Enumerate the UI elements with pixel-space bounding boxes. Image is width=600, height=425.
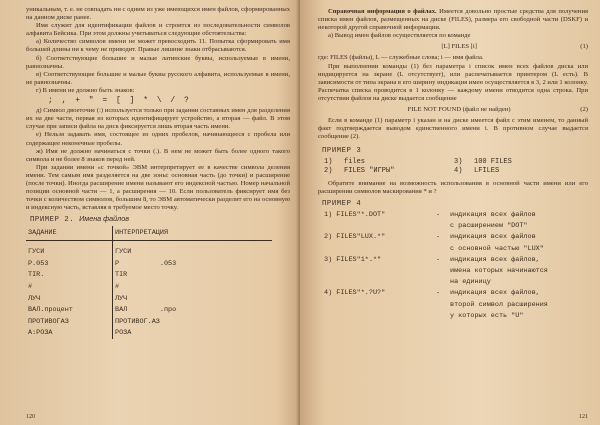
paragraph: уникальным, т. е. не совпадать ни с одним из уже имеющихся имен файлов, сформированных на данном диске ранее. [26, 6, 290, 22]
section-heading: Справочная информация о файлах. [328, 8, 437, 15]
rule-v: в) Соответствующие большие и малые буквы русского алфавита, используемые в имени, не равнозначны. [26, 70, 290, 86]
example-2-title [30, 215, 290, 224]
paragraph: Имя служит для идентификации файлов и строится из последовательности символов алфавита Бейсика. При этом должны учитываться следующие обстоятельства: [26, 22, 290, 38]
description [450, 232, 544, 254]
table-row [26, 246, 272, 258]
paragraph: где: FILES (файлы), L — служебные слова; i — имя файла. [318, 54, 484, 62]
item-number: 4) [454, 166, 463, 175]
column-header: ЗАДАНИЕ [26, 226, 113, 241]
paragraph: Если в команде (1) параметр i указан и на диске имеется файл с этим именем, то данный факт подтверждается выводом единственного имени i. В противном случае выдается сообщение (2). [318, 117, 588, 141]
rule-d: д) Символ двоеточие (:) используется только при задании составных имен для разделения их на две части, первая из которых идентифицирует устройство, а вторая — файл. В этом случае при записи файла на диск фиксируется лишь вторая часть имени. [26, 107, 290, 131]
paragraph: При выполнении команды (1) без параметра i список имен всех файлов диска или индицируется на экране (L отсутствует), или распечатывается принтером (L есть). В зависимости от типа экрана в его ширину индикация имен осуществляется в 3, 2 или 1 колонку. Распечатка списка проводится в 1 колонку — каждому имени отводится одна строка. При отсутствии файлов на диске выдается сообщение [318, 62, 588, 102]
column-header: ИНТЕРПРЕТАЦИЯ [113, 226, 273, 241]
description-line: на единицу [450, 278, 491, 287]
example-caption: Имена файлов [79, 214, 129, 224]
table-row [26, 304, 272, 316]
description [450, 210, 536, 232]
paragraph: Обратите внимание на возможность использования в основной части имени или его расширении символов маскирования * и ? [318, 179, 588, 195]
rule-e: е) Нельзя задавать имя, состоящее из одних пробелов, начинающееся с пробела или содержащее неконечные пробелы. [26, 131, 290, 147]
table-header-row [26, 226, 272, 241]
description-line: с основной частью "LUX" [450, 244, 544, 253]
list-item [318, 232, 588, 254]
forbidden-symbols: ; , + " = [ ] * \ / ? [48, 96, 191, 106]
description-line: индикация всех файлов, [450, 289, 540, 298]
table-cell: Р .053 [115, 259, 177, 268]
formula-2 [318, 106, 588, 114]
example-4-list [318, 210, 588, 322]
formula-text: FILE NOT FOUND (файл не найден) [407, 106, 511, 114]
formula-1 [318, 43, 588, 51]
table-cell: TIR [115, 271, 128, 280]
description [450, 288, 548, 322]
right-page [300, 0, 600, 425]
item-number: 3) [454, 157, 463, 166]
example-4-title: ПРИМЕР 4 [322, 199, 362, 208]
file-names-table [26, 226, 272, 339]
table-cell: ГУСИ [115, 248, 132, 257]
table-cell: ГУСИ [26, 246, 113, 258]
table-cell: # [115, 282, 120, 291]
formula-text: [L] FILES [i] [441, 43, 477, 51]
command: 3) FILES"1*.*" [324, 255, 382, 264]
table-cell: Р.053 [26, 258, 113, 270]
table-cell: ПРОТИВОГАЗ [26, 316, 113, 328]
description-line: у которых есть "U" [450, 311, 524, 320]
page-number: 121 [579, 413, 588, 420]
table-cell: ПРОТИВОГ.АЗ [115, 317, 160, 326]
rule-b: б) Соответствующие большие и малые латинские буквы, используемые в имени, равнозначны. [26, 54, 290, 70]
table-row [26, 316, 272, 328]
paragraph: а) Вывод имен файлов осуществляется по команде [328, 32, 471, 40]
paragraph: При задании имени «с точкой» ЭВМ интерпретирует ее в качестве символа деления имени. Тем самым имя разделяется на две зоны: основная часть (до точки) и расширение (после точки). Иногда расширение имени называют его индексной частью. Номер начальной позиции основной части — 1, а расширения — 10. Если пользователь фиксирует имя без точки с количеством символов, большим 8, то ЭВМ автоматически разделит его на основную и индексную часть, вставляя в требуемое место точку. [26, 163, 290, 212]
example-3-title: ПРИМЕР 3 [322, 147, 362, 156]
description-line: индикация всех файлов [450, 233, 536, 242]
description-line: имена которых начинаются [450, 266, 548, 275]
table-row [26, 258, 272, 270]
table-cell: ЛУЧ [26, 293, 113, 305]
description-line: второй символ расширения [450, 300, 548, 309]
command: 1) FILES"*.DOT" [324, 210, 386, 219]
description [450, 255, 548, 289]
table-cell: # [26, 281, 113, 293]
table-row [26, 270, 272, 282]
list-item [318, 210, 588, 232]
paragraph-text: Имеется довольно простые средства для получения списка имен файлов, размещенных на диске (FILES), размера его свободной части (DSKF) и некоторой другой справочной информации. [318, 8, 589, 32]
command: files [344, 157, 366, 166]
paragraph [318, 8, 588, 32]
description-line: индикация всех файлов [450, 210, 536, 219]
table-cell: РОЗА [115, 329, 132, 338]
description-line: индикация всех файлов, [450, 255, 540, 264]
table-cell: ВАЛ.процент [26, 304, 113, 316]
item-number: 2) [324, 166, 333, 175]
table-cell: ЛУЧ [115, 294, 128, 303]
dash: - [436, 255, 441, 264]
dash: - [436, 289, 441, 298]
list-item [318, 255, 588, 289]
description-line: с расширением "DOT" [450, 222, 528, 231]
formula-number: (1) [580, 43, 588, 51]
example-number: 2. [64, 216, 75, 225]
formula-number: (2) [580, 106, 588, 114]
table-row [26, 281, 272, 293]
command: 2) FILES"LUX.*" [324, 233, 386, 242]
dash: - [436, 233, 441, 242]
rule-a: а) Количество символов имени не может превосходить 11. Попытка сформировать имя большей длины ни к чему не приводит. Правые лишние знаки отбрасываются. [26, 38, 290, 54]
command: LFILES [474, 166, 500, 175]
table-cell: TIR. [26, 270, 113, 282]
example-3-row [324, 167, 588, 175]
page-number: 120 [26, 413, 35, 420]
rule-zh: ж) Имя не должно начинаться с точки (.). В нем не может быть более одного такого символа и не более 8 знаков перед ней. [26, 147, 290, 163]
table-row [26, 328, 272, 340]
table-cell: А:РОЗА [26, 328, 113, 340]
item-number: 1) [324, 157, 333, 166]
example-label: ПРИМЕР [30, 216, 60, 225]
example-3-row [324, 158, 588, 166]
command: 4) FILES"*.?U?" [324, 289, 386, 298]
rule-g: г) В имени не должно быть знаков: [36, 86, 135, 94]
table-cell: ВАЛ .про [115, 306, 177, 315]
command: FILES "ИГРЫ" [344, 166, 395, 175]
table-row [26, 293, 272, 305]
list-item [318, 288, 588, 322]
command: 100 FILES [474, 157, 512, 166]
dash: - [436, 210, 441, 219]
